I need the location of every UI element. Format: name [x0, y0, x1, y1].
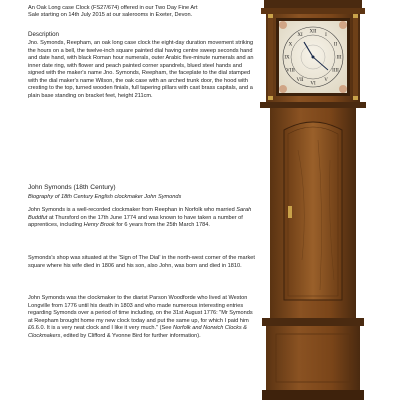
p1-text-b: at Thursford on the 17th June 1774 and was known to have taken a number of apprentices, including [28, 214, 243, 229]
dial-numeral: III [336, 55, 342, 61]
door-lock-icon [288, 206, 292, 218]
dial-numeral: II [333, 42, 338, 48]
dial-numeral: XII [309, 29, 317, 35]
dial-numeral: VIII [286, 68, 295, 74]
p1-wife-name: Sarah Buddfut [28, 207, 252, 221]
dial-numeral: VI [310, 81, 316, 87]
biography-paragraph-3 [28, 295, 256, 340]
biography-subheading: Biography of 18th Century English clockmaker John Symonds [28, 194, 182, 200]
p1-apprentice-name: Henry Brook [83, 222, 115, 229]
clock-base [262, 318, 364, 400]
description-body: Jno. Symonds, Reepham, an oak long case clock the eight-day duration movement striking the hours on a bell, the twelve-inch square painted dial having centre sweep seconds hand and date hand, with black Roman hour numerals, outer Arabic five-minute numerals and an inner date ring, with flower and peach painted corner spandrels, blued steel hands and signed with the maker's name Jno. Symonds, Reepham, the faceplate to the dial stamped with the dial maker's name Wilson, the oak case with an arched trunk door, the hood with cresting to the top, turned wooden finials, full tapering pillars with cast brass capitals, and a plain base standing on bracket feet, height 211cm. [28, 40, 254, 99]
dial-numeral: I [325, 33, 327, 39]
intro-line-1: An Oak Long case Clock (FS27/674) offered in our Two Day Fine Art [28, 5, 198, 11]
biography-paragraph-2: Symonds's shop was situated at the 'Sign of The Dial' in the north-west corner of the market square where his wife died in 1806 and his son, also John, was born and died in 1810. [28, 255, 255, 269]
p3-book-title: Norfolk and Norwich Clocks & Clockmakers [28, 325, 248, 339]
description-heading: Description [28, 31, 59, 38]
intro-line-2: Sale starting on 14th July 2015 at our salerooms in Exeter, Devon. [28, 12, 193, 19]
dial-numeral: IIII [332, 68, 339, 74]
dial-numeral: XI [297, 33, 303, 39]
dial-numeral: VII [296, 78, 304, 84]
dial-numeral: IX [284, 55, 290, 61]
longcase-clock-image [258, 0, 368, 400]
clock-dial [279, 21, 347, 93]
dial-numeral: X [288, 42, 293, 48]
p1-text-a: John Symonds is a well-recorded clockmaker from Reephan in Norfolk who married [28, 207, 237, 213]
dial-numeral: V [324, 78, 328, 84]
biography-paragraph-1 [28, 207, 256, 230]
clock-trunk [260, 102, 366, 322]
intro [28, 5, 258, 20]
p3-text-a: John Symonds was the clockmaker to the diarist Parson Woodforde who lived at Weston Longville from 1776 until his death in 1803 and who made numerous interesting entries regarding Symonds over a period of time including, on the 31st August 1776: "Mr Symonds at Reepham brought home my new clock today and put the same up, for which I paid him £6.6.0. It is a very neat clock and I like it very much." (See [28, 295, 253, 332]
p1-text-c: for 6 years from the 25th March 1784. [114, 222, 210, 229]
biography-heading: John Symonds (18th Century) [28, 184, 116, 191]
p3-text-b: , edited by Clifford & Yvonne Bird for further information). [60, 332, 201, 339]
